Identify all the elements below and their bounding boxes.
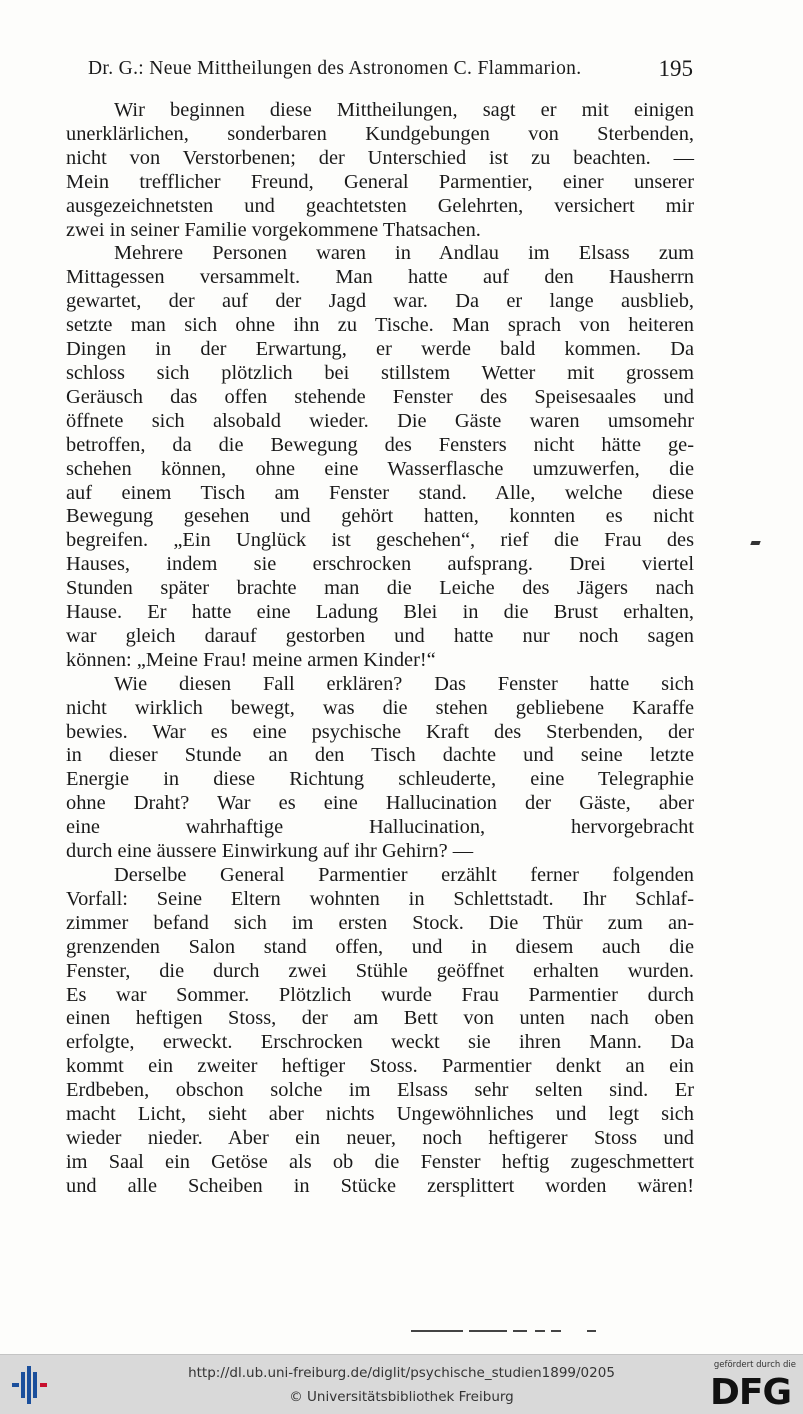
paragraph-2 xyxy=(66,242,694,672)
dfg-logo-icon xyxy=(710,1373,796,1407)
paragraph-3 xyxy=(66,673,694,864)
text-line: Energie in diese Richtung schleuderte, eine Telegraphie xyxy=(66,768,694,791)
text-line: schloss sich plötzlich bei stillstem Wetter mit grossem xyxy=(66,361,694,384)
running-head-title: Dr. G.: Neue Mittheilungen des Astronomen C. Flammarion. xyxy=(88,58,582,79)
text-line: schehen können, ohne eine Wasserflasche umzuwerfen, die xyxy=(66,457,694,480)
text-line: Mittagessen versammelt. Man hatte auf den Hausherrn xyxy=(66,266,694,289)
text-line: zwei in seiner Familie vorgekommene Thatsachen. xyxy=(66,218,481,241)
text-line: ohne Draht? War es eine Hallucination der Gäste, aber xyxy=(66,792,694,815)
text-line: eine wahrhaftige Hallucination, hervorgebracht xyxy=(66,816,694,839)
paragraph-1 xyxy=(66,99,694,242)
text-line: Vorfall: Seine Eltern wohnten in Schlettstadt. Ihr Schlaf- xyxy=(66,887,694,910)
text-line: grenzenden Salon stand offen, und in diesem auch die xyxy=(66,935,694,958)
text-line: kommt ein zweiter heftiger Stoss. Parmentier denkt an ein xyxy=(66,1055,694,1078)
text-line: Wie diesen Fall erklären? Das Fenster hatte sich xyxy=(114,672,694,695)
text-line: im Saal ein Getöse als ob die Fenster heftig zugeschmettert xyxy=(66,1150,694,1173)
text-line: Fenster, die durch zwei Stühle geöffnet erhalten wurden. xyxy=(66,959,694,982)
bottom-rule xyxy=(411,1330,596,1332)
margin-mark xyxy=(750,541,760,545)
text-line: können: „Meine Frau! meine armen Kinder!“ xyxy=(66,648,436,671)
text-line: ausgezeichnetsten und geachtetsten Gelehrten, versichert mir xyxy=(66,194,694,217)
text-line: in dieser Stunde an den Tisch dachte und seine letzte xyxy=(66,744,694,767)
funding-note: gefördert durch die xyxy=(713,1360,796,1370)
footer-copyright: © Universitätsbibliothek Freiburg xyxy=(289,1389,514,1405)
text-line: Stunden später brachte man die Leiche des Jägers nach xyxy=(66,577,694,600)
text-line: einen heftigen Stoss, der am Bett von unten nach oben xyxy=(66,1007,694,1030)
text-line: nicht von Verstorbenen; der Unterschied ist zu beachten. — xyxy=(66,146,694,169)
text-line: bewies. War es eine psychische Kraft des Sterbenden, der xyxy=(66,720,694,743)
footer-bar xyxy=(0,1354,803,1414)
text-line: Geräusch das offen stehende Fenster des Speisesaales und xyxy=(66,385,694,408)
dfg-logo-text: DFG xyxy=(710,1373,792,1407)
text-line: nicht wirklich bewegt, was die stehen gebliebene Karaffe xyxy=(66,696,694,719)
dfg-block xyxy=(706,1360,796,1410)
text-line: durch eine äussere Einwirkung auf ihr Gehirn? — xyxy=(66,840,474,863)
text-line: wieder nieder. Aber ein neuer, noch heftigerer Stoss und xyxy=(66,1126,694,1149)
paragraph-4 xyxy=(66,864,694,1199)
running-head xyxy=(88,54,693,84)
text-line: Erdbeben, obschon solche im Elsass sehr selten sind. Er xyxy=(66,1079,694,1102)
text-line: setzte man sich ohne ihn zu Tische. Man sprach von heiteren xyxy=(66,314,694,337)
text-line: öffnete sich alsobald wieder. Die Gäste waren umsomehr xyxy=(66,409,694,432)
text-line: begreifen. „Ein Unglück ist geschehen“, rief die Frau des xyxy=(66,529,694,552)
body-text xyxy=(66,99,694,1199)
text-line: Hause. Er hatte eine Ladung Blei in die Brust erhalten, xyxy=(66,601,694,624)
text-line: Mehrere Personen waren in Andlau im Elsass zum xyxy=(114,242,694,265)
text-line: macht Licht, sieht aber nichts Ungewöhnliches und legt sich xyxy=(66,1103,694,1126)
text-line: Dingen in der Erwartung, er werde bald kommen. Da xyxy=(66,338,694,361)
footer-url[interactable]: http://dl.ub.uni-freiburg.de/diglit/psychische_studien1899/0205 xyxy=(188,1365,615,1381)
text-line: gewartet, der auf der Jagd war. Da er lange ausblieb, xyxy=(66,290,694,313)
page-number: 195 xyxy=(658,56,693,81)
text-line: Mein trefflicher Freund, General Parmentier, einer unserer xyxy=(66,170,694,193)
text-line: unerklärlichen, sonderbaren Kundgebungen von Sterbenden, xyxy=(66,122,694,145)
text-line: Hauses, indem sie erschrocken aufsprang. Drei viertel xyxy=(66,553,694,576)
text-line: und alle Scheiben in Stücke zersplittert worden wären! xyxy=(66,1174,694,1197)
text-line: zimmer befand sich im ersten Stock. Die Thür zum an- xyxy=(66,911,694,934)
text-line: erfolgte, erweckt. Erschrocken weckt sie ihren Mann. Da xyxy=(66,1031,694,1054)
text-line: war gleich darauf gestorben und hatte nur noch sagen xyxy=(66,624,694,647)
text-line: Wir beginnen diese Mittheilungen, sagt er mit einigen xyxy=(114,99,694,121)
text-line: auf einem Tisch am Fenster stand. Alle, welche diese xyxy=(66,481,694,504)
text-line: Derselbe General Parmentier erzählt ferner folgenden xyxy=(114,864,694,886)
text-line: Es war Sommer. Plötzlich wurde Frau Parmentier durch xyxy=(66,983,694,1006)
text-line: betroffen, da die Bewegung des Fensters nicht hätte ge- xyxy=(66,433,694,456)
text-line: Bewegung gesehen und gehört hatten, konnten es nicht xyxy=(66,505,694,528)
